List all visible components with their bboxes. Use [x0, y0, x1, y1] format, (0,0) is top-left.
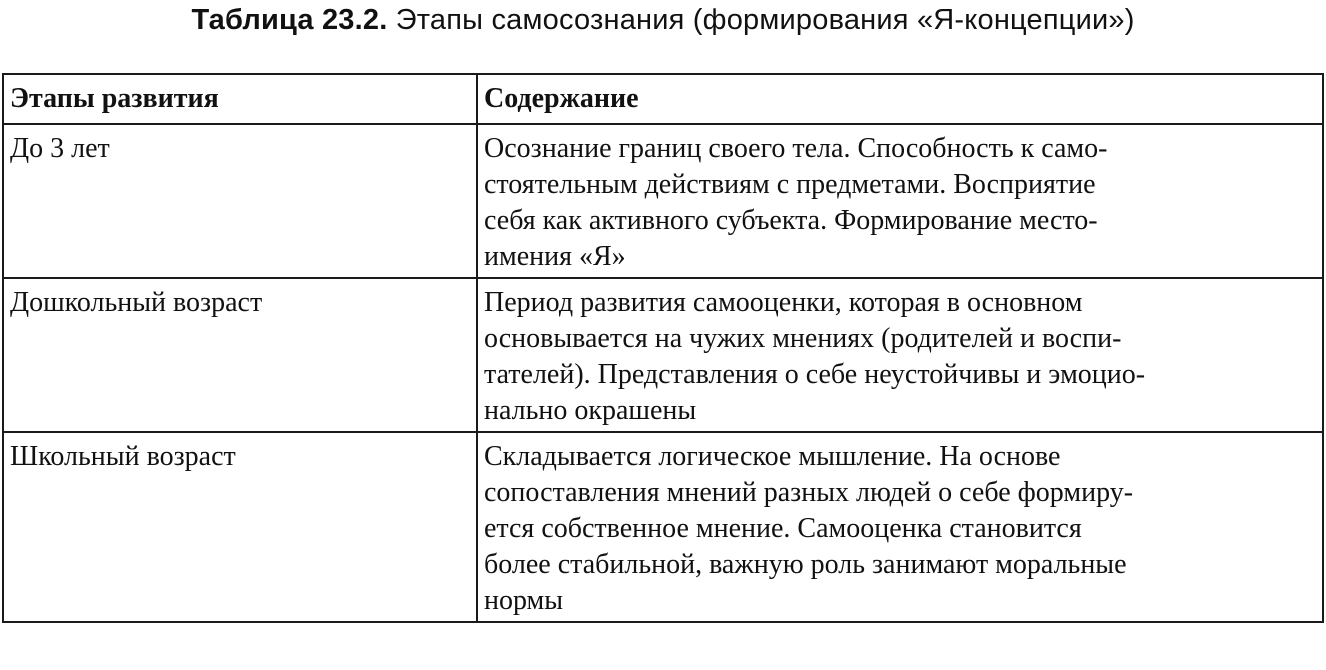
content-cell — [477, 124, 1323, 278]
content-cell — [477, 432, 1323, 622]
stages-table — [2, 73, 1324, 623]
content-line: сопоставления мнений разных людей о себе формиру- — [484, 477, 1134, 508]
header-row — [3, 74, 1323, 124]
stage-cell: До 3 лет — [3, 124, 477, 278]
content-line: более стабильной, важную роль занимают моральные — [484, 549, 1127, 580]
content-line: основывается на чужих мнениях (родителей и воспи- — [484, 323, 1122, 354]
column-header-stages: Этапы развития — [3, 74, 477, 124]
content-line: ется собственное мнение. Самооценка становится — [484, 513, 1082, 544]
content-line: нально окрашены — [484, 395, 697, 426]
content-line: Период развития самооценки, которая в основном — [484, 287, 1083, 318]
table-number: Таблица 23.2. — [191, 4, 388, 36]
content-line: стоятельным действиям с предметами. Восприятие — [484, 169, 1096, 200]
column-header-content: Содержание — [477, 74, 1323, 124]
stage-cell: Дошкольный возраст — [3, 278, 477, 432]
table-row — [3, 432, 1323, 622]
table-caption — [0, 2, 1326, 38]
content-line: имения «Я» — [484, 241, 626, 272]
content-line: Складывается логическое мышление. На основе — [484, 441, 1061, 472]
content-line: Осознание границ своего тела. Способность к само- — [484, 133, 1108, 164]
table-title: Этапы самосознания (формирования «Я-концепции») — [395, 4, 1135, 36]
stage-cell: Школьный возраст — [3, 432, 477, 622]
content-cell — [477, 278, 1323, 432]
content-line: нормы — [484, 585, 564, 616]
content-line: себя как активного субъекта. Формирование место- — [484, 205, 1098, 236]
table-row — [3, 124, 1323, 278]
table-row — [3, 278, 1323, 432]
content-line: тателей). Представления о себе неустойчивы и эмоцио- — [484, 359, 1146, 390]
